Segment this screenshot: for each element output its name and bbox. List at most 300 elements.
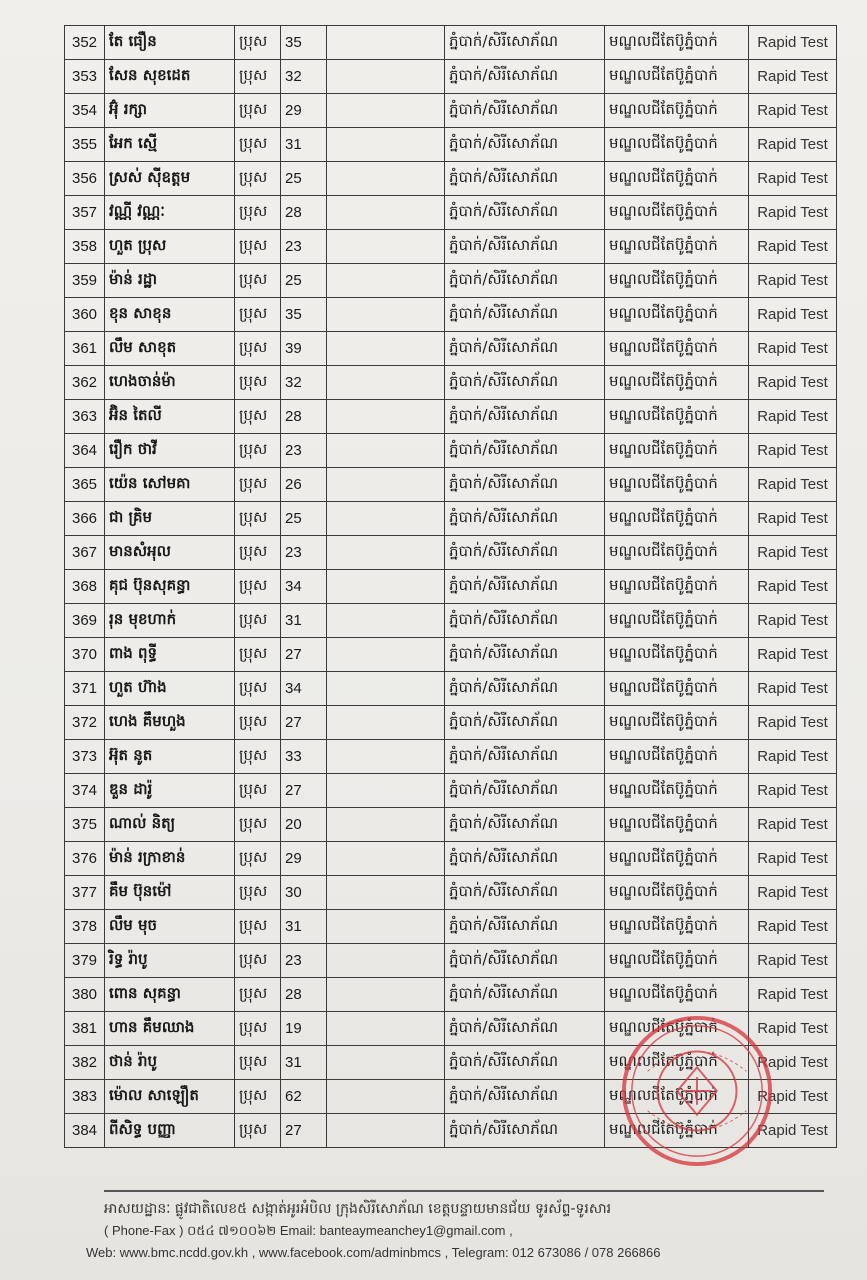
record-age: 34 (281, 672, 327, 706)
record-test-center: មណ្ឌលជីតែប៊ូភ្នំបាក់ (605, 468, 749, 502)
record-address: ភ្នំបាក់/សិរីសោភ័ណ (445, 536, 605, 570)
record-test-type: Rapid Test (749, 570, 837, 604)
record-age: 28 (281, 196, 327, 230)
record-test-type: Rapid Test (749, 60, 837, 94)
record-number: 365 (65, 468, 105, 502)
record-name: ខុន សាខុន (105, 298, 235, 332)
record-age: 29 (281, 842, 327, 876)
record-test-center: មណ្ឌលជីតែប៊ូភ្នំបាក់ (605, 910, 749, 944)
record-address: ភ្នំបាក់/សិរីសោភ័ណ (445, 672, 605, 706)
record-test-type: Rapid Test (749, 876, 837, 910)
record-test-center: មណ្ឌលជីតែប៊ូភ្នំបាក់ (605, 502, 749, 536)
record-name: ម៉ាន់ រដ្ឋា (105, 264, 235, 298)
record-blank-cell (327, 94, 445, 128)
record-number: 382 (65, 1046, 105, 1080)
record-name: យ៉េន សៅមគា (105, 468, 235, 502)
record-address: ភ្នំបាក់/សិរីសោភ័ណ (445, 128, 605, 162)
table-row (65, 774, 837, 808)
record-sex: ប្រុស (235, 230, 281, 264)
record-test-center: មណ្ឌលជីតែប៊ូភ្នំបាក់ (605, 570, 749, 604)
record-blank-cell (327, 706, 445, 740)
record-blank-cell (327, 1012, 445, 1046)
record-blank-cell (327, 128, 445, 162)
record-test-type: Rapid Test (749, 94, 837, 128)
record-test-type: Rapid Test (749, 1114, 837, 1148)
record-sex: ប្រុស (235, 1012, 281, 1046)
record-address: ភ្នំបាក់/សិរីសោភ័ណ (445, 162, 605, 196)
record-blank-cell (327, 264, 445, 298)
record-blank-cell (327, 196, 445, 230)
record-test-type: Rapid Test (749, 978, 837, 1012)
record-test-center: មណ្ឌលជីតែប៊ូភ្នំបាក់ (605, 60, 749, 94)
record-sex: ប្រុស (235, 264, 281, 298)
record-age: 23 (281, 944, 327, 978)
record-address: ភ្នំបាក់/សិរីសោភ័ណ (445, 94, 605, 128)
record-name: តែ ធឿន (105, 26, 235, 60)
record-test-center: មណ្ឌលជីតែប៊ូភ្នំបាក់ (605, 842, 749, 876)
record-test-center: មណ្ឌលជីតែប៊ូភ្នំបាក់ (605, 1080, 749, 1114)
record-name: វណ្ណី វណ្ណៈ (105, 196, 235, 230)
record-sex: ប្រុស (235, 1080, 281, 1114)
table-row (65, 400, 837, 434)
record-number: 372 (65, 706, 105, 740)
record-test-center: មណ្ឌលជីតែប៊ូភ្នំបាក់ (605, 604, 749, 638)
record-test-type: Rapid Test (749, 910, 837, 944)
record-test-center: មណ្ឌលជីតែប៊ូភ្នំបាក់ (605, 26, 749, 60)
table-row (65, 332, 837, 366)
table-row (65, 94, 837, 128)
table-row (65, 162, 837, 196)
record-age: 25 (281, 502, 327, 536)
table-row (65, 230, 837, 264)
table-row (65, 740, 837, 774)
record-blank-cell (327, 502, 445, 536)
record-name: ហួត ប្រុស (105, 230, 235, 264)
record-age: 62 (281, 1080, 327, 1114)
record-name: ជា គ្រិម (105, 502, 235, 536)
record-address: ភ្នំបាក់/សិរីសោភ័ណ (445, 468, 605, 502)
record-number: 368 (65, 570, 105, 604)
record-blank-cell (327, 332, 445, 366)
record-test-type: Rapid Test (749, 366, 837, 400)
record-test-type: Rapid Test (749, 196, 837, 230)
table-row (65, 196, 837, 230)
record-name: មានសំអុល (105, 536, 235, 570)
record-test-type: Rapid Test (749, 502, 837, 536)
record-address: ភ្នំបាក់/សិរីសោភ័ណ (445, 196, 605, 230)
record-number: 363 (65, 400, 105, 434)
record-blank-cell (327, 638, 445, 672)
table-row (65, 570, 837, 604)
record-age: 32 (281, 60, 327, 94)
record-name: លឹម សាខុត (105, 332, 235, 366)
record-sex: ប្រុស (235, 536, 281, 570)
record-test-type: Rapid Test (749, 706, 837, 740)
record-sex: ប្រុស (235, 740, 281, 774)
record-test-center: មណ្ឌលជីតែប៊ូភ្នំបាក់ (605, 1114, 749, 1148)
record-name: ម៉ោល សាឡឿត (105, 1080, 235, 1114)
record-sex: ប្រុស (235, 1114, 281, 1148)
table-row (65, 706, 837, 740)
record-sex: ប្រុស (235, 706, 281, 740)
record-test-center: មណ្ឌលជីតែប៊ូភ្នំបាក់ (605, 400, 749, 434)
record-test-center: មណ្ឌលជីតែប៊ូភ្នំបាក់ (605, 978, 749, 1012)
record-blank-cell (327, 60, 445, 94)
record-name: ថាន់ រ៉ាបូ (105, 1046, 235, 1080)
record-age: 31 (281, 1046, 327, 1080)
record-sex: ប្រុស (235, 196, 281, 230)
record-name: ឌួន ដារ៉ូ (105, 774, 235, 808)
record-number: 356 (65, 162, 105, 196)
record-name: រុន មុខហាក់ (105, 604, 235, 638)
record-number: 355 (65, 128, 105, 162)
record-test-center: មណ្ឌលជីតែប៊ូភ្នំបាក់ (605, 94, 749, 128)
record-number: 366 (65, 502, 105, 536)
record-age: 28 (281, 978, 327, 1012)
record-number: 364 (65, 434, 105, 468)
records-table (64, 25, 837, 1148)
record-number: 357 (65, 196, 105, 230)
record-address: ភ្នំបាក់/សិរីសោភ័ណ (445, 502, 605, 536)
record-address: ភ្នំបាក់/សិរីសោភ័ណ (445, 1046, 605, 1080)
table-row (65, 842, 837, 876)
table-row (65, 978, 837, 1012)
record-test-type: Rapid Test (749, 162, 837, 196)
record-age: 20 (281, 808, 327, 842)
record-test-center: មណ្ឌលជីតែប៊ូភ្នំបាក់ (605, 366, 749, 400)
record-test-center: មណ្ឌលជីតែប៊ូភ្នំបាក់ (605, 808, 749, 842)
record-name: ពាង ពុទ្ធី (105, 638, 235, 672)
record-test-type: Rapid Test (749, 740, 837, 774)
record-test-type: Rapid Test (749, 536, 837, 570)
record-age: 31 (281, 604, 327, 638)
record-number: 361 (65, 332, 105, 366)
record-age: 39 (281, 332, 327, 366)
record-address: ភ្នំបាក់/សិរីសោភ័ណ (445, 876, 605, 910)
record-test-center: មណ្ឌលជីតែប៊ូភ្នំបាក់ (605, 672, 749, 706)
record-number: 371 (65, 672, 105, 706)
record-name: ហាន គឹមឈាង (105, 1012, 235, 1046)
record-name: អ៊ុត នូត (105, 740, 235, 774)
record-number: 379 (65, 944, 105, 978)
table-row (65, 604, 837, 638)
table-row (65, 434, 837, 468)
record-name: លឹម មុច (105, 910, 235, 944)
record-blank-cell (327, 400, 445, 434)
record-age: 23 (281, 230, 327, 264)
table-row (65, 536, 837, 570)
record-name: សែន សុខដេត (105, 60, 235, 94)
record-age: 30 (281, 876, 327, 910)
record-sex: ប្រុស (235, 162, 281, 196)
record-address: ភ្នំបាក់/សិរីសោភ័ណ (445, 434, 605, 468)
record-sex: ប្រុស (235, 774, 281, 808)
footer-address: អាសយដ្ឋានៈ ផ្លូវជាតិលេខ៥ សង្កាត់អូរអំបិល ក្រុងសិរីសោភ័ណ ខេត្តបន្ទាយមានជ័យ ទូរស័ព្ទ-ទូរសារ (104, 1201, 612, 1217)
record-address: ភ្នំបាក់/សិរីសោភ័ណ (445, 366, 605, 400)
record-address: ភ្នំបាក់/សិរីសោភ័ណ (445, 706, 605, 740)
record-name: អ៊ិន តៃលី (105, 400, 235, 434)
record-sex: ប្រុស (235, 672, 281, 706)
record-age: 27 (281, 1114, 327, 1148)
record-blank-cell (327, 604, 445, 638)
record-name: ហួត ហ៊ាង (105, 672, 235, 706)
record-sex: ប្រុស (235, 638, 281, 672)
record-blank-cell (327, 1080, 445, 1114)
table-row (65, 672, 837, 706)
record-age: 29 (281, 94, 327, 128)
letterhead-footer (86, 1190, 824, 1264)
record-test-type: Rapid Test (749, 672, 837, 706)
record-blank-cell (327, 434, 445, 468)
record-blank-cell (327, 944, 445, 978)
record-address: ភ្នំបាក់/សិរីសោភ័ណ (445, 604, 605, 638)
record-test-center: មណ្ឌលជីតែប៊ូភ្នំបាក់ (605, 264, 749, 298)
record-test-type: Rapid Test (749, 604, 837, 638)
record-address: ភ្នំបាក់/សិរីសោភ័ណ (445, 944, 605, 978)
record-sex: ប្រុស (235, 60, 281, 94)
record-age: 33 (281, 740, 327, 774)
record-sex: ប្រុស (235, 502, 281, 536)
record-sex: ប្រុស (235, 434, 281, 468)
record-address: ភ្នំបាក់/សិរីសោភ័ណ (445, 1114, 605, 1148)
record-test-type: Rapid Test (749, 808, 837, 842)
table-row (65, 60, 837, 94)
record-number: 380 (65, 978, 105, 1012)
table-row (65, 1080, 837, 1114)
record-number: 362 (65, 366, 105, 400)
record-test-center: មណ្ឌលជីតែប៊ូភ្នំបាក់ (605, 230, 749, 264)
record-sex: ប្រុស (235, 128, 281, 162)
table-row (65, 876, 837, 910)
record-test-center: មណ្ឌលជីតែប៊ូភ្នំបាក់ (605, 706, 749, 740)
record-number: 354 (65, 94, 105, 128)
record-test-center: មណ្ឌលជីតែប៊ូភ្នំបាក់ (605, 1046, 749, 1080)
record-blank-cell (327, 740, 445, 774)
record-number: 370 (65, 638, 105, 672)
record-blank-cell (327, 570, 445, 604)
record-age: 28 (281, 400, 327, 434)
record-test-type: Rapid Test (749, 468, 837, 502)
record-address: ភ្នំបាក់/សិរីសោភ័ណ (445, 26, 605, 60)
record-blank-cell (327, 910, 445, 944)
record-number: 374 (65, 774, 105, 808)
record-name: ពោន សុគន្ធា (105, 978, 235, 1012)
record-number: 381 (65, 1012, 105, 1046)
record-name: រិទ្ធ រ៉ាបូ (105, 944, 235, 978)
record-sex: ប្រុស (235, 944, 281, 978)
record-age: 31 (281, 128, 327, 162)
record-number: 376 (65, 842, 105, 876)
record-name: គឹម ប៊ុនម៉ៅ (105, 876, 235, 910)
record-test-type: Rapid Test (749, 1080, 837, 1114)
record-test-center: មណ្ឌលជីតែប៊ូភ្នំបាក់ (605, 298, 749, 332)
record-test-center: មណ្ឌលជីតែប៊ូភ្នំបាក់ (605, 774, 749, 808)
record-test-center: មណ្ឌលជីតែប៊ូភ្នំបាក់ (605, 944, 749, 978)
record-number: 373 (65, 740, 105, 774)
record-sex: ប្រុស (235, 400, 281, 434)
record-test-center: មណ្ឌលជីតែប៊ូភ្នំបាក់ (605, 876, 749, 910)
record-number: 375 (65, 808, 105, 842)
record-address: ភ្នំបាក់/សិរីសោភ័ណ (445, 1080, 605, 1114)
record-age: 34 (281, 570, 327, 604)
record-blank-cell (327, 842, 445, 876)
record-name: អ៊ុំ រក្សា (105, 94, 235, 128)
table-row (65, 944, 837, 978)
record-test-center: មណ្ឌលជីតែប៊ូភ្នំបាក់ (605, 536, 749, 570)
record-age: 27 (281, 774, 327, 808)
record-number: 383 (65, 1080, 105, 1114)
record-blank-cell (327, 672, 445, 706)
record-blank-cell (327, 298, 445, 332)
record-address: ភ្នំបាក់/សិរីសោភ័ណ (445, 808, 605, 842)
record-test-type: Rapid Test (749, 128, 837, 162)
record-blank-cell (327, 366, 445, 400)
record-test-center: មណ្ឌលជីតែប៊ូភ្នំបាក់ (605, 638, 749, 672)
record-address: ភ្នំបាក់/សិរីសោភ័ណ (445, 1012, 605, 1046)
record-test-type: Rapid Test (749, 264, 837, 298)
footer-web-social: Web: www.bmc.ncdd.gov.kh , www.facebook.com/adminbmcs , Telegram: 012 673086 / 078 266866 (86, 1245, 661, 1260)
record-address: ភ្នំបាក់/សិរីសោភ័ណ (445, 910, 605, 944)
table-row (65, 1012, 837, 1046)
record-address: ភ្នំបាក់/សិរីសោភ័ណ (445, 740, 605, 774)
record-sex: ប្រុស (235, 876, 281, 910)
record-test-center: មណ្ឌលជីតែប៊ូភ្នំបាក់ (605, 196, 749, 230)
record-name: ហេងចាន់ម៉ា (105, 366, 235, 400)
record-test-type: Rapid Test (749, 230, 837, 264)
record-sex: ប្រុស (235, 842, 281, 876)
record-test-type: Rapid Test (749, 638, 837, 672)
record-age: 23 (281, 536, 327, 570)
record-sex: ប្រុស (235, 468, 281, 502)
record-blank-cell (327, 1046, 445, 1080)
record-test-center: មណ្ឌលជីតែប៊ូភ្នំបាក់ (605, 128, 749, 162)
record-age: 35 (281, 298, 327, 332)
table-row (65, 638, 837, 672)
record-age: 19 (281, 1012, 327, 1046)
record-test-center: មណ្ឌលជីតែប៊ូភ្នំបាក់ (605, 162, 749, 196)
record-blank-cell (327, 536, 445, 570)
record-sex: ប្រុស (235, 26, 281, 60)
record-number: 360 (65, 298, 105, 332)
record-test-type: Rapid Test (749, 332, 837, 366)
record-address: ភ្នំបាក់/សិរីសោភ័ណ (445, 264, 605, 298)
record-blank-cell (327, 26, 445, 60)
record-address: ភ្នំបាក់/សិរីសោភ័ណ (445, 570, 605, 604)
table-row (65, 910, 837, 944)
record-number: 353 (65, 60, 105, 94)
record-address: ភ្នំបាក់/សិរីសោភ័ណ (445, 60, 605, 94)
record-test-type: Rapid Test (749, 434, 837, 468)
record-test-type: Rapid Test (749, 298, 837, 332)
table-row (65, 468, 837, 502)
record-sex: ប្រុស (235, 910, 281, 944)
record-address: ភ្នំបាក់/សិរីសោភ័ណ (445, 774, 605, 808)
record-address: ភ្នំបាក់/សិរីសោភ័ណ (445, 400, 605, 434)
record-name: ម៉ាន់ រក្រាខាន់ (105, 842, 235, 876)
record-blank-cell (327, 230, 445, 264)
record-sex: ប្រុស (235, 604, 281, 638)
record-number: 377 (65, 876, 105, 910)
record-age: 26 (281, 468, 327, 502)
record-sex: ប្រុស (235, 94, 281, 128)
record-blank-cell (327, 468, 445, 502)
record-test-type: Rapid Test (749, 842, 837, 876)
record-test-center: មណ្ឌលជីតែប៊ូភ្នំបាក់ (605, 332, 749, 366)
record-test-center: មណ្ឌលជីតែប៊ូភ្នំបាក់ (605, 740, 749, 774)
record-blank-cell (327, 808, 445, 842)
table-row (65, 502, 837, 536)
record-age: 27 (281, 638, 327, 672)
record-address: ភ្នំបាក់/សិរីសោភ័ណ (445, 332, 605, 366)
record-number: 352 (65, 26, 105, 60)
record-age: 31 (281, 910, 327, 944)
record-age: 25 (281, 162, 327, 196)
record-name: គុជ ប៊ុនសុគន្ធា (105, 570, 235, 604)
record-age: 35 (281, 26, 327, 60)
record-test-center: មណ្ឌលជីតែប៊ូភ្នំបាក់ (605, 1012, 749, 1046)
record-sex: ប្រុស (235, 298, 281, 332)
record-sex: ប្រុស (235, 366, 281, 400)
table-row (65, 264, 837, 298)
table-row (65, 808, 837, 842)
record-age: 27 (281, 706, 327, 740)
record-test-type: Rapid Test (749, 1046, 837, 1080)
record-sex: ប្រុស (235, 808, 281, 842)
record-name: ពីសិទ្ធ បញ្ញា (105, 1114, 235, 1148)
record-age: 32 (281, 366, 327, 400)
record-blank-cell (327, 774, 445, 808)
record-name: ស្រស់ ស៊ីឧត្តម (105, 162, 235, 196)
record-number: 358 (65, 230, 105, 264)
record-name: រឿក ថាវី (105, 434, 235, 468)
record-test-type: Rapid Test (749, 1012, 837, 1046)
record-sex: ប្រុស (235, 978, 281, 1012)
record-sex: ប្រុស (235, 570, 281, 604)
table-row (65, 298, 837, 332)
record-name: ហេង គឹមហួង (105, 706, 235, 740)
table-row (65, 1046, 837, 1080)
table-row (65, 26, 837, 60)
record-number: 359 (65, 264, 105, 298)
record-number: 378 (65, 910, 105, 944)
record-sex: ប្រុស (235, 332, 281, 366)
record-address: ភ្នំបាក់/សិរីសោភ័ណ (445, 842, 605, 876)
record-test-type: Rapid Test (749, 774, 837, 808)
record-name: ណាល់ និត្យ (105, 808, 235, 842)
record-address: ភ្នំបាក់/សិរីសោភ័ណ (445, 298, 605, 332)
record-blank-cell (327, 876, 445, 910)
table-row (65, 1114, 837, 1148)
record-test-type: Rapid Test (749, 944, 837, 978)
record-blank-cell (327, 1114, 445, 1148)
record-number: 367 (65, 536, 105, 570)
record-test-type: Rapid Test (749, 26, 837, 60)
record-address: ភ្នំបាក់/សិរីសោភ័ណ (445, 978, 605, 1012)
table-row (65, 366, 837, 400)
record-number: 384 (65, 1114, 105, 1148)
record-address: ភ្នំបាក់/សិរីសោភ័ណ (445, 230, 605, 264)
record-test-center: មណ្ឌលជីតែប៊ូភ្នំបាក់ (605, 434, 749, 468)
record-number: 369 (65, 604, 105, 638)
record-age: 23 (281, 434, 327, 468)
record-sex: ប្រុស (235, 1046, 281, 1080)
record-blank-cell (327, 162, 445, 196)
record-name: អែក ស្មើ (105, 128, 235, 162)
table-row (65, 128, 837, 162)
record-test-type: Rapid Test (749, 400, 837, 434)
record-blank-cell (327, 978, 445, 1012)
record-age: 25 (281, 264, 327, 298)
